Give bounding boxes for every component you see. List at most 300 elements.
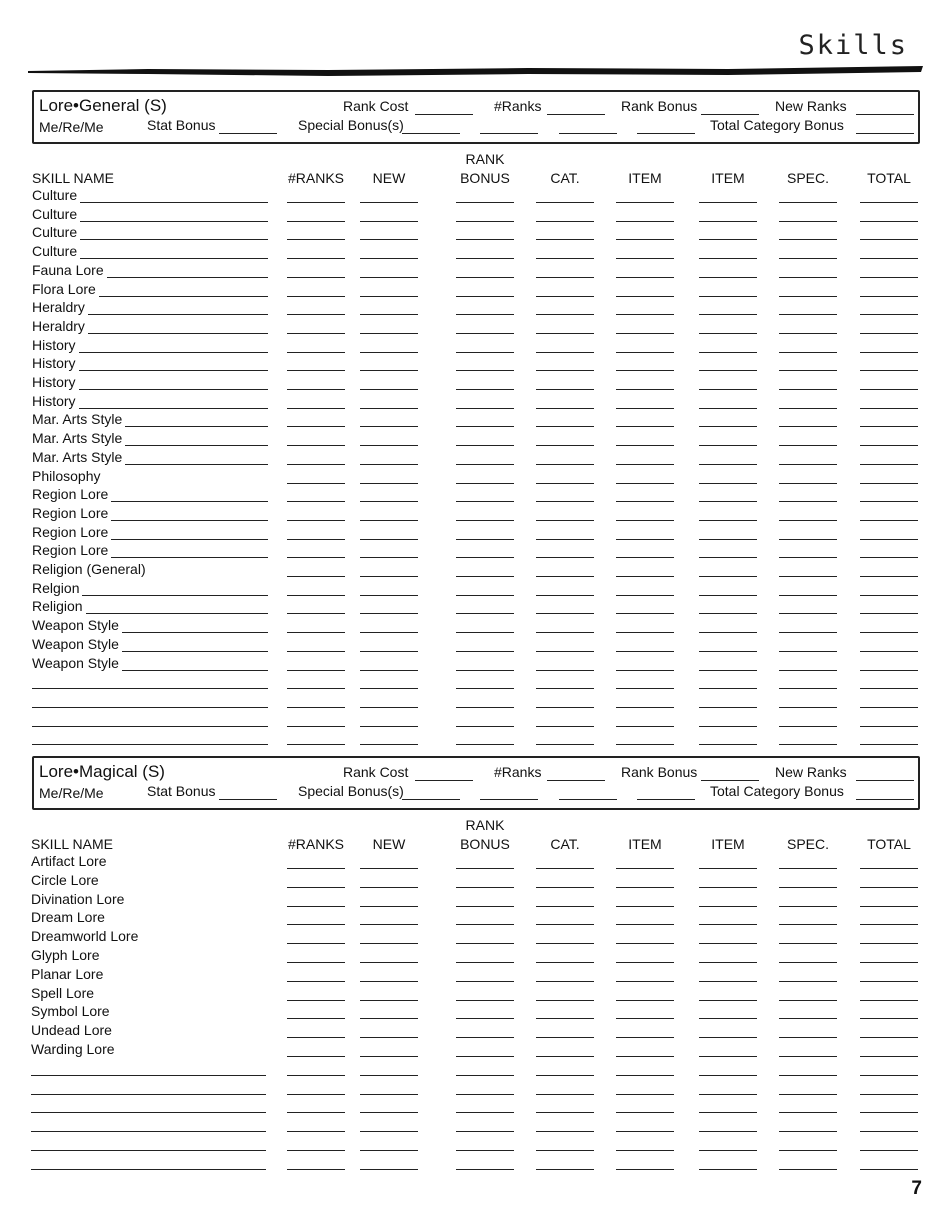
skill-value-input[interactable] <box>360 333 418 334</box>
skill-value-input[interactable] <box>860 1018 918 1019</box>
field-special-bonus-input[interactable] <box>402 133 460 134</box>
skill-value-input[interactable] <box>456 520 514 521</box>
skill-value-input[interactable] <box>536 520 594 521</box>
skill-value-input[interactable] <box>616 595 674 596</box>
skill-value-input[interactable] <box>616 651 674 652</box>
skill-value-input[interactable] <box>699 520 757 521</box>
skill-value-input[interactable] <box>616 670 674 671</box>
skill-value-input[interactable] <box>456 221 514 222</box>
field-new-ranks-input[interactable] <box>856 114 914 115</box>
skill-value-input[interactable] <box>616 352 674 353</box>
skill-value-input[interactable] <box>616 981 674 982</box>
skill-value-input[interactable] <box>699 924 757 925</box>
skill-value-input[interactable] <box>699 887 757 888</box>
extra-bonus-input[interactable] <box>559 799 617 800</box>
skill-value-input[interactable] <box>699 389 757 390</box>
skill-value-input[interactable] <box>287 1037 345 1038</box>
skill-value-input[interactable] <box>860 613 918 614</box>
skill-value-input[interactable] <box>536 202 594 203</box>
skill-value-input[interactable] <box>536 277 594 278</box>
skill-value-input[interactable] <box>699 314 757 315</box>
skill-value-input[interactable] <box>699 296 757 297</box>
skill-value-input[interactable] <box>456 632 514 633</box>
skill-value-input[interactable] <box>456 258 514 259</box>
skill-value-input[interactable] <box>287 557 345 558</box>
skill-value-input[interactable] <box>860 389 918 390</box>
skill-value-input[interactable] <box>536 1150 594 1151</box>
skill-value-input[interactable] <box>779 557 837 558</box>
skill-value-input[interactable] <box>536 408 594 409</box>
skill-value-input[interactable] <box>287 333 345 334</box>
skill-value-input[interactable] <box>287 1018 345 1019</box>
skill-value-input[interactable] <box>287 670 345 671</box>
skill-value-input[interactable] <box>699 352 757 353</box>
skill-value-input[interactable] <box>779 1037 837 1038</box>
skill-value-input[interactable] <box>360 239 418 240</box>
skill-value-input[interactable] <box>536 1056 594 1057</box>
skill-value-input[interactable] <box>699 1018 757 1019</box>
skill-value-input[interactable] <box>287 389 345 390</box>
extra-bonus-input[interactable] <box>480 799 538 800</box>
skill-value-input[interactable] <box>536 239 594 240</box>
skill-value-input[interactable] <box>779 426 837 427</box>
skill-value-input[interactable] <box>616 632 674 633</box>
skill-value-input[interactable] <box>287 868 345 869</box>
skill-value-input[interactable] <box>360 726 418 727</box>
skill-value-input[interactable] <box>456 1000 514 1001</box>
field-rank-cost-input[interactable] <box>415 114 473 115</box>
skill-value-input[interactable] <box>616 707 674 708</box>
skill-value-input[interactable] <box>287 239 345 240</box>
skill-value-input[interactable] <box>779 445 837 446</box>
skill-value-input[interactable] <box>860 981 918 982</box>
extra-bonus-input[interactable] <box>637 133 695 134</box>
skill-value-input[interactable] <box>860 296 918 297</box>
skill-value-input[interactable] <box>779 613 837 614</box>
skill-value-input[interactable] <box>860 501 918 502</box>
skill-value-input[interactable] <box>536 887 594 888</box>
skill-value-input[interactable] <box>699 1131 757 1132</box>
skill-value-input[interactable] <box>699 943 757 944</box>
skill-value-input[interactable] <box>616 539 674 540</box>
skill-value-input[interactable] <box>360 352 418 353</box>
skill-value-input[interactable] <box>287 520 345 521</box>
field-stat-bonus-input[interactable] <box>219 799 277 800</box>
skill-value-input[interactable] <box>616 258 674 259</box>
skill-value-input[interactable] <box>536 744 594 745</box>
skill-value-input[interactable] <box>360 1094 418 1095</box>
skill-value-input[interactable] <box>699 726 757 727</box>
skill-value-input[interactable] <box>287 483 345 484</box>
skill-value-input[interactable] <box>360 314 418 315</box>
skill-value-input[interactable] <box>779 906 837 907</box>
skill-value-input[interactable] <box>699 445 757 446</box>
skill-value-input[interactable] <box>287 296 345 297</box>
skill-name-input[interactable] <box>31 1169 266 1170</box>
skill-value-input[interactable] <box>456 501 514 502</box>
skill-value-input[interactable] <box>287 277 345 278</box>
skill-value-input[interactable] <box>616 1056 674 1057</box>
skill-value-input[interactable] <box>456 408 514 409</box>
skill-value-input[interactable] <box>860 557 918 558</box>
skill-value-input[interactable] <box>287 1112 345 1113</box>
skill-value-input[interactable] <box>360 1112 418 1113</box>
skill-value-input[interactable] <box>699 539 757 540</box>
skill-value-input[interactable] <box>616 1037 674 1038</box>
skill-value-input[interactable] <box>779 333 837 334</box>
skill-value-input[interactable] <box>456 887 514 888</box>
skill-value-input[interactable] <box>699 258 757 259</box>
skill-value-input[interactable] <box>616 1018 674 1019</box>
skill-value-input[interactable] <box>860 1000 918 1001</box>
skill-value-input[interactable] <box>616 613 674 614</box>
skill-value-input[interactable] <box>699 426 757 427</box>
skill-value-input[interactable] <box>456 595 514 596</box>
skill-value-input[interactable] <box>360 887 418 888</box>
skill-value-input[interactable] <box>860 314 918 315</box>
skill-name-input[interactable] <box>32 688 268 689</box>
skill-value-input[interactable] <box>616 906 674 907</box>
skill-value-input[interactable] <box>536 445 594 446</box>
field-rank-bonus-input[interactable] <box>701 780 759 781</box>
skill-value-input[interactable] <box>536 539 594 540</box>
skill-value-input[interactable] <box>287 408 345 409</box>
skill-value-input[interactable] <box>860 1094 918 1095</box>
skill-value-input[interactable] <box>860 943 918 944</box>
skill-value-input[interactable] <box>616 962 674 963</box>
skill-value-input[interactable] <box>616 1150 674 1151</box>
skill-value-input[interactable] <box>360 981 418 982</box>
skill-value-input[interactable] <box>360 688 418 689</box>
skill-value-input[interactable] <box>536 726 594 727</box>
skill-value-input[interactable] <box>779 258 837 259</box>
skill-value-input[interactable] <box>699 1037 757 1038</box>
skill-value-input[interactable] <box>360 595 418 596</box>
skill-value-input[interactable] <box>616 1075 674 1076</box>
skill-value-input[interactable] <box>699 501 757 502</box>
skill-value-input[interactable] <box>360 1150 418 1151</box>
skill-value-input[interactable] <box>860 726 918 727</box>
skill-value-input[interactable] <box>779 1150 837 1151</box>
skill-value-input[interactable] <box>779 202 837 203</box>
skill-value-input[interactable] <box>360 632 418 633</box>
skill-value-input[interactable] <box>536 221 594 222</box>
skill-value-input[interactable] <box>287 539 345 540</box>
skill-value-input[interactable] <box>779 707 837 708</box>
skill-value-input[interactable] <box>699 221 757 222</box>
skill-value-input[interactable] <box>860 408 918 409</box>
skill-value-input[interactable] <box>616 726 674 727</box>
skill-value-input[interactable] <box>860 333 918 334</box>
skill-value-input[interactable] <box>699 239 757 240</box>
skill-value-input[interactable] <box>287 1094 345 1095</box>
skill-value-input[interactable] <box>699 962 757 963</box>
skill-value-input[interactable] <box>860 868 918 869</box>
skill-value-input[interactable] <box>536 1131 594 1132</box>
skill-value-input[interactable] <box>860 576 918 577</box>
skill-value-input[interactable] <box>360 426 418 427</box>
skill-value-input[interactable] <box>456 613 514 614</box>
skill-value-input[interactable] <box>779 726 837 727</box>
skill-value-input[interactable] <box>860 707 918 708</box>
skill-value-input[interactable] <box>287 426 345 427</box>
skill-value-input[interactable] <box>860 1037 918 1038</box>
skill-value-input[interactable] <box>536 1112 594 1113</box>
skill-value-input[interactable] <box>699 1094 757 1095</box>
skill-value-input[interactable] <box>360 1000 418 1001</box>
skill-value-input[interactable] <box>360 277 418 278</box>
skill-value-input[interactable] <box>779 1094 837 1095</box>
skill-name-input[interactable] <box>31 1112 266 1113</box>
field-ranks-input[interactable] <box>547 114 605 115</box>
skill-value-input[interactable] <box>699 906 757 907</box>
skill-value-input[interactable] <box>536 389 594 390</box>
skill-value-input[interactable] <box>536 464 594 465</box>
skill-value-input[interactable] <box>779 651 837 652</box>
skill-value-input[interactable] <box>779 221 837 222</box>
skill-value-input[interactable] <box>860 924 918 925</box>
skill-value-input[interactable] <box>779 632 837 633</box>
skill-value-input[interactable] <box>860 370 918 371</box>
skill-value-input[interactable] <box>779 1075 837 1076</box>
skill-value-input[interactable] <box>287 1150 345 1151</box>
skill-value-input[interactable] <box>456 1150 514 1151</box>
skill-value-input[interactable] <box>616 943 674 944</box>
skill-value-input[interactable] <box>616 520 674 521</box>
skill-value-input[interactable] <box>456 924 514 925</box>
skill-value-input[interactable] <box>456 296 514 297</box>
extra-bonus-input[interactable] <box>480 133 538 134</box>
skill-value-input[interactable] <box>860 445 918 446</box>
skill-value-input[interactable] <box>860 688 918 689</box>
skill-value-input[interactable] <box>456 389 514 390</box>
skill-value-input[interactable] <box>779 501 837 502</box>
skill-value-input[interactable] <box>456 981 514 982</box>
skill-value-input[interactable] <box>860 670 918 671</box>
skill-value-input[interactable] <box>456 1056 514 1057</box>
skill-value-input[interactable] <box>860 277 918 278</box>
skill-value-input[interactable] <box>456 651 514 652</box>
skill-value-input[interactable] <box>360 221 418 222</box>
extra-bonus-input[interactable] <box>637 799 695 800</box>
skill-value-input[interactable] <box>699 370 757 371</box>
skill-name-input[interactable] <box>32 744 268 745</box>
skill-value-input[interactable] <box>779 576 837 577</box>
skill-value-input[interactable] <box>287 595 345 596</box>
skill-value-input[interactable] <box>287 445 345 446</box>
skill-value-input[interactable] <box>616 576 674 577</box>
skill-value-input[interactable] <box>287 906 345 907</box>
skill-value-input[interactable] <box>287 202 345 203</box>
skill-value-input[interactable] <box>779 943 837 944</box>
skill-value-input[interactable] <box>860 744 918 745</box>
skill-value-input[interactable] <box>860 1150 918 1151</box>
skill-value-input[interactable] <box>616 1169 674 1170</box>
skill-value-input[interactable] <box>860 595 918 596</box>
skill-value-input[interactable] <box>779 520 837 521</box>
skill-value-input[interactable] <box>360 707 418 708</box>
skill-value-input[interactable] <box>699 1169 757 1170</box>
skill-value-input[interactable] <box>536 962 594 963</box>
skill-value-input[interactable] <box>536 613 594 614</box>
skill-value-input[interactable] <box>536 595 594 596</box>
skill-value-input[interactable] <box>699 576 757 577</box>
skill-value-input[interactable] <box>699 744 757 745</box>
skill-value-input[interactable] <box>287 576 345 577</box>
skill-value-input[interactable] <box>699 632 757 633</box>
skill-value-input[interactable] <box>699 1150 757 1151</box>
skill-value-input[interactable] <box>287 887 345 888</box>
skill-value-input[interactable] <box>456 726 514 727</box>
skill-value-input[interactable] <box>860 651 918 652</box>
skill-value-input[interactable] <box>860 352 918 353</box>
skill-value-input[interactable] <box>456 868 514 869</box>
skill-value-input[interactable] <box>860 1056 918 1057</box>
skill-value-input[interactable] <box>287 258 345 259</box>
skill-value-input[interactable] <box>699 595 757 596</box>
skill-value-input[interactable] <box>456 370 514 371</box>
skill-value-input[interactable] <box>536 576 594 577</box>
skill-value-input[interactable] <box>536 1169 594 1170</box>
skill-value-input[interactable] <box>287 962 345 963</box>
skill-value-input[interactable] <box>360 464 418 465</box>
skill-value-input[interactable] <box>616 464 674 465</box>
skill-value-input[interactable] <box>860 539 918 540</box>
field-new-ranks-input[interactable] <box>856 780 914 781</box>
skill-value-input[interactable] <box>779 962 837 963</box>
skill-value-input[interactable] <box>456 445 514 446</box>
skill-value-input[interactable] <box>616 296 674 297</box>
skill-value-input[interactable] <box>456 576 514 577</box>
skill-value-input[interactable] <box>779 296 837 297</box>
field-special-bonus-input[interactable] <box>402 799 460 800</box>
skill-value-input[interactable] <box>456 1037 514 1038</box>
skill-value-input[interactable] <box>536 370 594 371</box>
skill-value-input[interactable] <box>616 1094 674 1095</box>
skill-value-input[interactable] <box>287 707 345 708</box>
skill-value-input[interactable] <box>360 1131 418 1132</box>
skill-value-input[interactable] <box>536 651 594 652</box>
skill-value-input[interactable] <box>616 924 674 925</box>
skill-value-input[interactable] <box>779 1112 837 1113</box>
skill-value-input[interactable] <box>287 1056 345 1057</box>
skill-value-input[interactable] <box>360 613 418 614</box>
skill-name-input[interactable] <box>31 1075 266 1076</box>
skill-value-input[interactable] <box>779 924 837 925</box>
skill-name-input[interactable] <box>31 1150 266 1151</box>
skill-value-input[interactable] <box>360 576 418 577</box>
skill-value-input[interactable] <box>699 483 757 484</box>
skill-value-input[interactable] <box>536 1037 594 1038</box>
field-rank-bonus-input[interactable] <box>701 114 759 115</box>
skill-value-input[interactable] <box>616 314 674 315</box>
skill-value-input[interactable] <box>860 962 918 963</box>
skill-value-input[interactable] <box>360 408 418 409</box>
skill-value-input[interactable] <box>360 296 418 297</box>
skill-value-input[interactable] <box>287 1169 345 1170</box>
skill-value-input[interactable] <box>860 258 918 259</box>
skill-value-input[interactable] <box>360 501 418 502</box>
skill-value-input[interactable] <box>779 981 837 982</box>
skill-value-input[interactable] <box>779 483 837 484</box>
skill-value-input[interactable] <box>287 924 345 925</box>
skill-value-input[interactable] <box>360 868 418 869</box>
skill-value-input[interactable] <box>616 868 674 869</box>
field-total-category-bonus-input[interactable] <box>856 133 914 134</box>
extra-bonus-input[interactable] <box>559 133 617 134</box>
skill-value-input[interactable] <box>536 1094 594 1095</box>
skill-value-input[interactable] <box>860 239 918 240</box>
skill-value-input[interactable] <box>860 520 918 521</box>
skill-value-input[interactable] <box>456 906 514 907</box>
skill-value-input[interactable] <box>456 1131 514 1132</box>
skill-value-input[interactable] <box>860 1112 918 1113</box>
skill-value-input[interactable] <box>456 962 514 963</box>
skill-value-input[interactable] <box>287 943 345 944</box>
skill-value-input[interactable] <box>456 202 514 203</box>
skill-value-input[interactable] <box>536 906 594 907</box>
skill-value-input[interactable] <box>616 557 674 558</box>
skill-value-input[interactable] <box>699 1056 757 1057</box>
skill-value-input[interactable] <box>616 887 674 888</box>
skill-value-input[interactable] <box>699 1075 757 1076</box>
skill-value-input[interactable] <box>860 426 918 427</box>
skill-value-input[interactable] <box>456 464 514 465</box>
skill-value-input[interactable] <box>536 1018 594 1019</box>
skill-value-input[interactable] <box>860 1169 918 1170</box>
skill-value-input[interactable] <box>360 1056 418 1057</box>
skill-value-input[interactable] <box>699 408 757 409</box>
skill-value-input[interactable] <box>456 539 514 540</box>
skill-value-input[interactable] <box>860 202 918 203</box>
skill-value-input[interactable] <box>456 1094 514 1095</box>
skill-value-input[interactable] <box>616 501 674 502</box>
skill-value-input[interactable] <box>616 370 674 371</box>
skill-name-input[interactable] <box>31 1131 266 1132</box>
skill-name-input[interactable] <box>32 707 268 708</box>
skill-value-input[interactable] <box>536 314 594 315</box>
skill-value-input[interactable] <box>536 352 594 353</box>
skill-value-input[interactable] <box>287 651 345 652</box>
skill-value-input[interactable] <box>699 981 757 982</box>
skill-value-input[interactable] <box>779 277 837 278</box>
skill-value-input[interactable] <box>536 981 594 982</box>
skill-value-input[interactable] <box>699 670 757 671</box>
skill-value-input[interactable] <box>616 1131 674 1132</box>
skill-value-input[interactable] <box>287 464 345 465</box>
skill-value-input[interactable] <box>536 670 594 671</box>
skill-value-input[interactable] <box>287 1131 345 1132</box>
skill-value-input[interactable] <box>616 239 674 240</box>
skill-value-input[interactable] <box>456 333 514 334</box>
skill-value-input[interactable] <box>456 1018 514 1019</box>
skill-value-input[interactable] <box>860 221 918 222</box>
skill-value-input[interactable] <box>360 1037 418 1038</box>
field-total-category-bonus-input[interactable] <box>856 799 914 800</box>
skill-value-input[interactable] <box>699 688 757 689</box>
skill-value-input[interactable] <box>360 539 418 540</box>
skill-value-input[interactable] <box>456 943 514 944</box>
skill-value-input[interactable] <box>779 389 837 390</box>
skill-value-input[interactable] <box>360 1018 418 1019</box>
skill-value-input[interactable] <box>616 426 674 427</box>
skill-value-input[interactable] <box>456 352 514 353</box>
skill-value-input[interactable] <box>779 1169 837 1170</box>
skill-value-input[interactable] <box>779 868 837 869</box>
skill-value-input[interactable] <box>287 744 345 745</box>
skill-value-input[interactable] <box>699 277 757 278</box>
skill-value-input[interactable] <box>360 370 418 371</box>
